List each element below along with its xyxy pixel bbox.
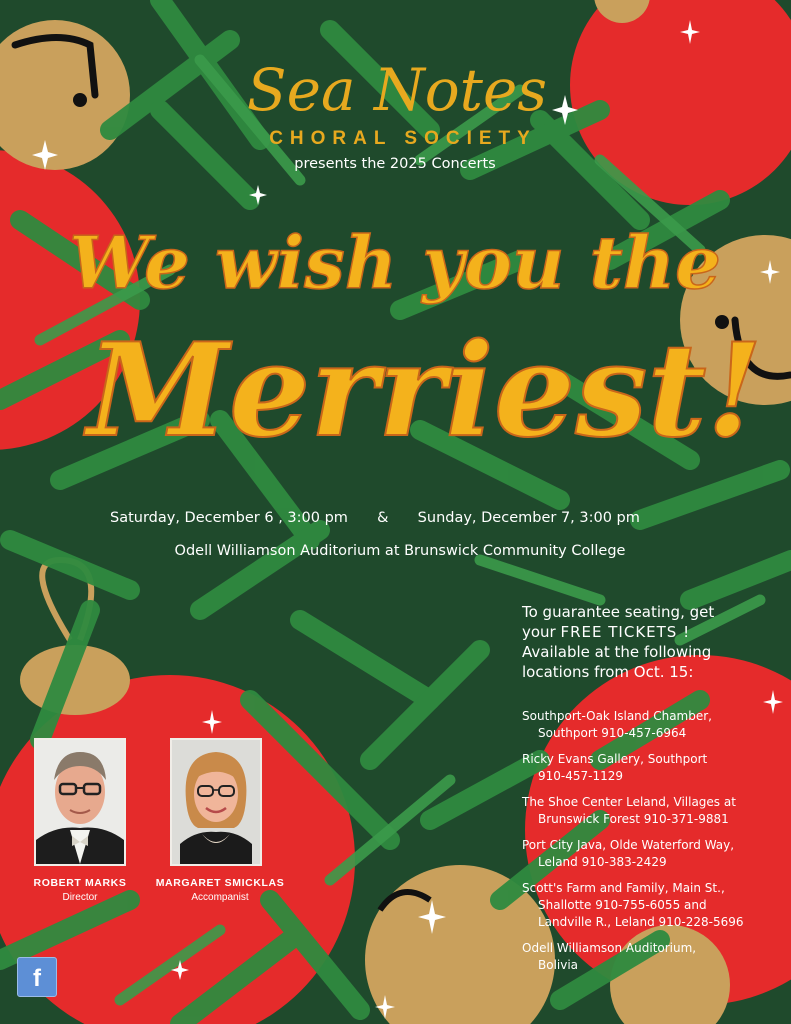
director-photo <box>34 738 126 866</box>
location-item: Port City Java, Olde Waterford Way, Leland 910-383-2429 <box>522 838 735 869</box>
ticket-line4: locations from Oct. 15: <box>522 663 694 681</box>
concert-dates <box>110 510 685 526</box>
venue: Odell Williamson Auditorium at Brunswick Community College <box>174 543 626 559</box>
location-item: Ricky Evans Gallery, Southport 910-457-1129 <box>522 752 708 783</box>
sea-notes-logo <box>232 48 562 128</box>
ticket-line3: Available at the following <box>522 643 712 661</box>
date-ampersand: & <box>377 510 389 526</box>
facebook-icon[interactable]: f <box>17 957 57 997</box>
headline <box>0 180 791 500</box>
accompanist-role: Accompanist <box>191 892 249 903</box>
location-item: The Shoe Center Leland, Villages at Brunswick Forest 910-371-9881 <box>522 795 736 826</box>
presents-line: presents the 2025 Concerts <box>294 156 496 172</box>
date-saturday: Saturday, December 6 , 3:00 pm <box>110 510 348 526</box>
accompanist-photo <box>170 738 262 866</box>
location-item: Odell Williamson Auditorium, Bolivia <box>522 941 697 972</box>
location-item: Scott's Farm and Family, Main St., Shallotte 910-755-6055 and Landville R., Leland 910-228-5696 <box>522 881 744 929</box>
free-tickets: FREE TICKETS ! <box>560 623 691 641</box>
accompanist-name: MARGARET SMICKLAS <box>155 877 285 889</box>
date-sunday: Sunday, December 7, 3:00 pm <box>417 510 640 526</box>
headline-line2: Merriest! <box>87 316 763 466</box>
ticket-line1: To guarantee seating, get <box>522 603 715 621</box>
ticket-locations <box>522 708 784 983</box>
ticket-line2: your FREE TICKETS ! <box>522 623 691 641</box>
logo-subtitle: CHORAL SOCIETY <box>269 128 537 149</box>
headline-line1: We wish you the <box>69 220 721 305</box>
ticket-info <box>522 602 777 682</box>
logo-script-text: Sea Notes <box>246 56 548 124</box>
director-role: Director <box>62 892 98 903</box>
director-name: ROBERT MARKS <box>33 877 127 889</box>
location-item: Southport-Oak Island Chamber, Southport 910-457-6964 <box>522 709 712 740</box>
